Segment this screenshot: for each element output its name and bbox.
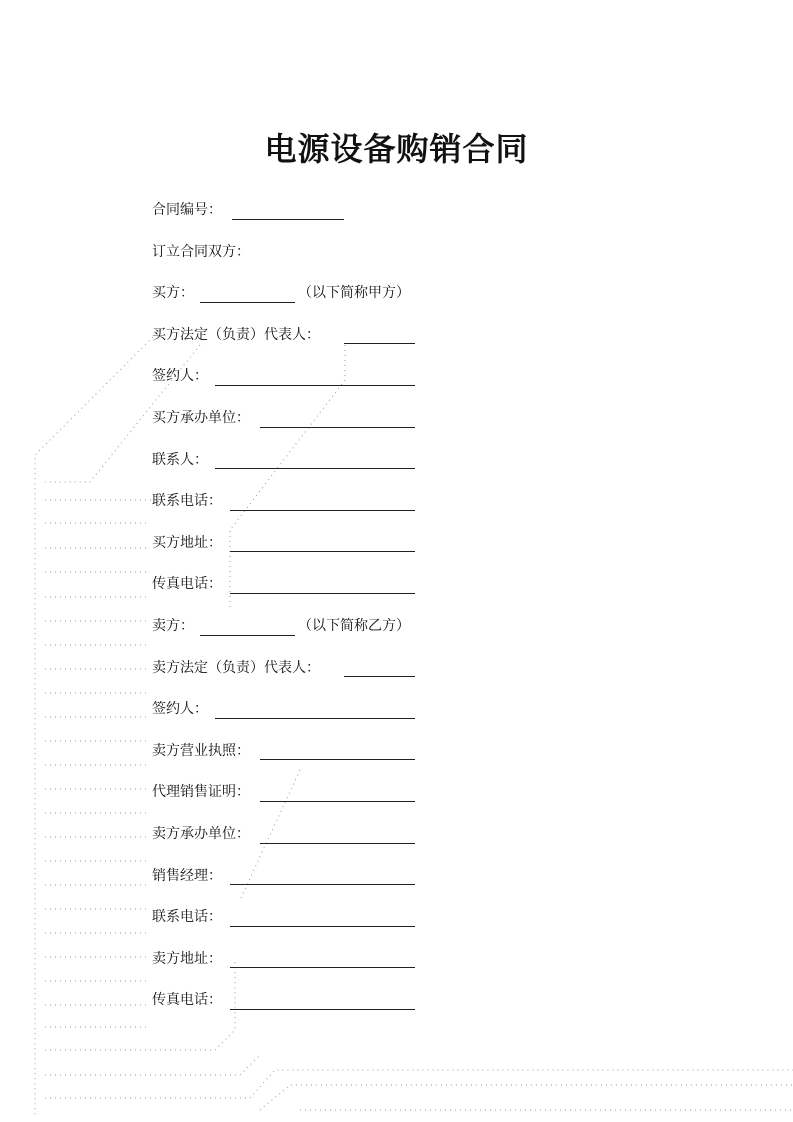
field-label: 合同编号： bbox=[152, 202, 222, 218]
field-label: 联系电话： bbox=[152, 909, 222, 926]
blank-line bbox=[344, 343, 415, 344]
blank-line bbox=[230, 967, 415, 968]
blank-line bbox=[215, 468, 415, 469]
field-label: 签约人： bbox=[152, 701, 208, 718]
buyer-legal-representative-row bbox=[152, 325, 422, 367]
seller-fax-row bbox=[152, 990, 422, 1032]
agency-sales-certificate-row bbox=[152, 782, 422, 824]
buyer-fax-row bbox=[152, 574, 422, 616]
blank-line bbox=[232, 219, 344, 220]
blank-line bbox=[260, 843, 415, 844]
field-label: 联系人： bbox=[152, 451, 208, 468]
seller-business-license-row bbox=[152, 741, 422, 783]
blank-line bbox=[230, 1009, 415, 1010]
field-label: 买方法定（负责）代表人： bbox=[152, 326, 320, 343]
seller-address-row bbox=[152, 949, 422, 991]
seller-handling-unit-row bbox=[152, 824, 422, 866]
sales-manager-row bbox=[152, 866, 422, 908]
contract-party-fields bbox=[152, 200, 422, 1032]
blank-line bbox=[260, 759, 415, 760]
buyer-handling-unit-row bbox=[152, 408, 422, 450]
field-label: 卖方： bbox=[152, 617, 194, 634]
field-label: 买方： bbox=[152, 285, 194, 302]
blank-line bbox=[230, 926, 415, 927]
blank-line bbox=[215, 718, 415, 719]
blank-line bbox=[200, 302, 295, 303]
field-label: 买方承办单位： bbox=[152, 409, 250, 426]
seller-row bbox=[152, 616, 422, 658]
seller-legal-representative-row bbox=[152, 658, 422, 700]
field-suffix: （以下简称甲方） bbox=[298, 285, 410, 302]
buyer-signatory-row bbox=[152, 366, 422, 408]
blank-line bbox=[215, 385, 415, 386]
seller-signatory-row bbox=[152, 699, 422, 741]
contract-title: 电源设备购销合同 bbox=[264, 130, 529, 168]
field-label: 卖方承办单位： bbox=[152, 825, 250, 842]
field-label: 传真电话： bbox=[152, 992, 222, 1009]
blank-line bbox=[260, 801, 415, 802]
blank-line bbox=[260, 427, 415, 428]
field-label: 卖方营业执照： bbox=[152, 742, 250, 759]
seller-phone-row bbox=[152, 907, 422, 949]
blank-line bbox=[230, 510, 415, 511]
field-label: 订立合同双方： bbox=[152, 243, 250, 260]
field-label: 买方地址： bbox=[152, 534, 222, 551]
buyer-row bbox=[152, 283, 422, 325]
contracting-parties-row bbox=[152, 242, 422, 284]
buyer-address-row bbox=[152, 533, 422, 575]
blank-line bbox=[230, 593, 415, 594]
blank-line bbox=[344, 676, 415, 677]
field-label: 代理销售证明： bbox=[152, 784, 250, 801]
field-suffix: （以下简称乙方） bbox=[298, 617, 410, 634]
field-label: 联系电话： bbox=[152, 493, 222, 510]
field-label: 销售经理： bbox=[152, 867, 222, 884]
buyer-contact-row bbox=[152, 450, 422, 492]
field-label: 卖方地址： bbox=[152, 950, 222, 967]
blank-line bbox=[200, 635, 295, 636]
contract-number-row bbox=[152, 200, 422, 242]
buyer-phone-row bbox=[152, 491, 422, 533]
field-label: 签约人： bbox=[152, 368, 208, 385]
blank-line bbox=[230, 884, 415, 885]
field-label: 卖方法定（负责）代表人： bbox=[152, 659, 320, 676]
blank-line bbox=[230, 551, 415, 552]
field-label: 传真电话： bbox=[152, 576, 222, 593]
